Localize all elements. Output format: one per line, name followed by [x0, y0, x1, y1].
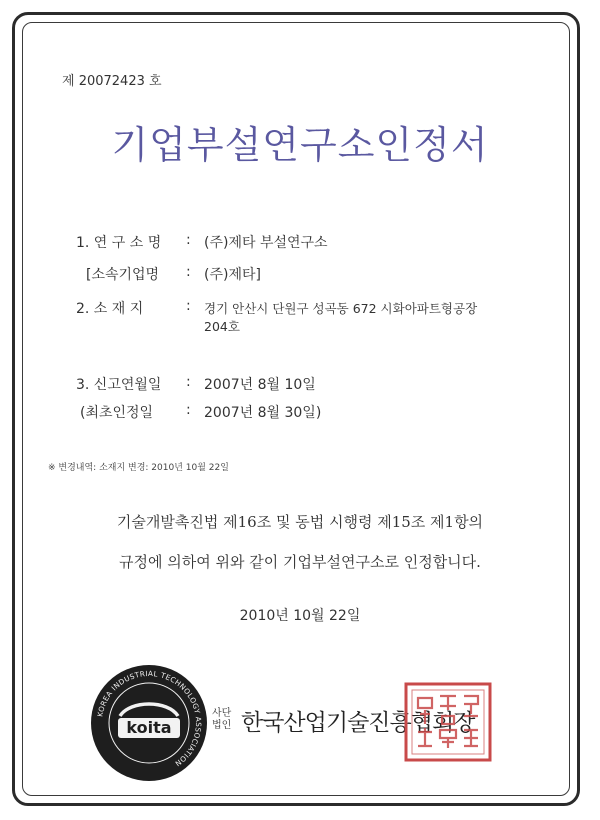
field-report-date	[0, 374, 600, 394]
change-note: ※ 변경내역: 소재지 변경: 2010년 10월 22일	[48, 463, 229, 473]
field-separator: :	[186, 232, 191, 248]
body-text-line-1: 기술개발촉진법 제16조 및 동법 시행령 제15조 제1항의	[116, 513, 484, 531]
field-label: 3. 신고연월일	[76, 377, 162, 393]
logo-ring-text: KOREA INDUSTRIAL TECHNOLOGY ASSOCIATION	[95, 668, 204, 769]
issuer-small-label: 사단 법인	[212, 708, 232, 731]
koita-logo	[90, 664, 208, 782]
field-company-name	[0, 264, 600, 284]
field-separator: :	[186, 402, 191, 418]
field-first-recognition-date	[0, 402, 600, 422]
field-value-line2: 204호	[204, 319, 240, 334]
body-text-line-2: 규정에 의하여 위와 같이 기업부설연구소로 인정합니다.	[119, 553, 481, 571]
field-value: (주)제타]	[204, 267, 261, 283]
field-label: [소속기업명	[86, 267, 160, 283]
field-value: (주)제타 부설연구소	[204, 235, 328, 251]
field-separator: :	[186, 264, 191, 280]
official-seal-stamp	[404, 682, 492, 762]
field-label: 1. 연 구 소 명	[76, 235, 162, 251]
issuer-name: 한국산업기술진흥협회장	[241, 710, 475, 736]
field-address	[0, 298, 600, 338]
field-value: 경기 안산시 단원구 성곡동 672 시화아파트형공장	[204, 301, 478, 316]
logo-text: koita	[126, 718, 172, 737]
field-label: (최초인정일	[80, 405, 154, 421]
certificate-title: 기업부설연구소인정서	[111, 123, 489, 167]
field-value: 2007년 8월 30일)	[204, 405, 322, 421]
issue-date: 2010년 10월 22일	[239, 608, 361, 624]
field-separator: :	[186, 374, 191, 390]
certificate-number: 제 20072423 호	[62, 74, 162, 89]
field-lab-name	[0, 232, 600, 252]
field-separator: :	[186, 298, 191, 314]
field-value: 2007년 8월 10일	[204, 377, 316, 393]
field-label: 2. 소 재 지	[76, 301, 144, 317]
